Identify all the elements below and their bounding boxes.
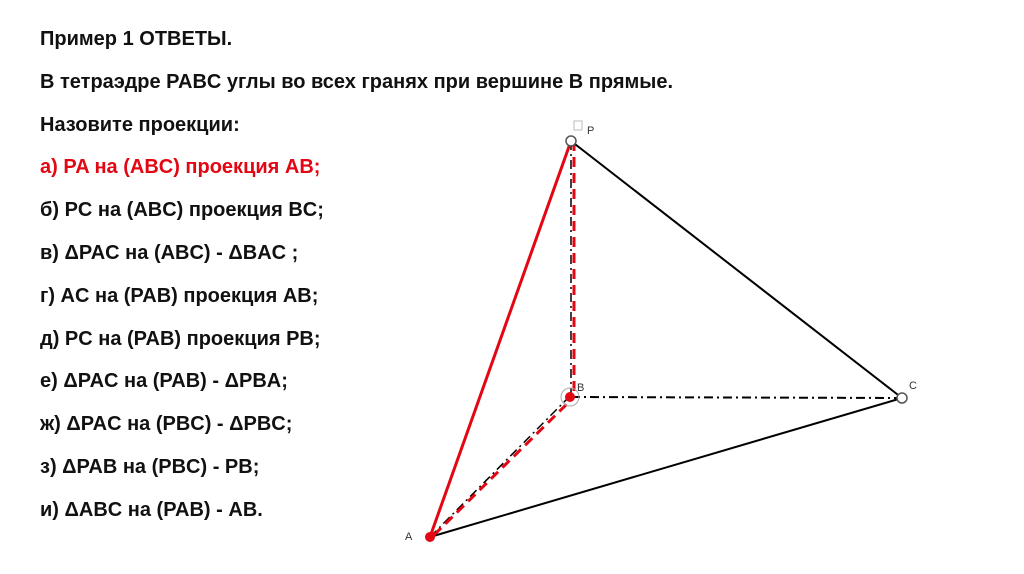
- answer-i: и) ΔABC на (PAB) - AB.: [40, 498, 263, 521]
- vertex-P-marker: [566, 136, 576, 146]
- cursor-icon: [574, 121, 582, 130]
- task-prompt: Назовите проекции:: [40, 113, 240, 136]
- vertex-A-marker: [425, 532, 435, 542]
- edge-PC: [571, 141, 902, 398]
- slide-title: Пример 1 ОТВЕТЫ.: [40, 28, 233, 50]
- answer-z: з) ΔPAB на (PBC) - PB;: [40, 455, 260, 478]
- vertex-B-label: B: [577, 382, 585, 394]
- answer-e: е) ΔPAC на (PAB) - ΔPBA;: [40, 370, 288, 393]
- vertex-C-marker: [897, 393, 907, 403]
- problem-statement: В тетраэдре PABC углы во всех гранях при вершине В прямые.: [40, 70, 674, 93]
- vertex-C-label: C: [909, 380, 917, 392]
- answer-a: а) PA на (ABC) проекция AB;: [40, 156, 321, 179]
- vertex-A-label: A: [405, 531, 413, 543]
- answer-zh: ж) ΔPAC на (PBC) - ΔPBC;: [40, 413, 293, 436]
- edge-AC: [430, 398, 902, 537]
- vertex-B-marker: [565, 392, 575, 402]
- answer-d: д) PC на (PAB) проекция PB;: [40, 327, 321, 350]
- answer-b: б) PC на (ABC) проекция BC;: [40, 199, 324, 222]
- edge-PA-highlight: [430, 141, 571, 537]
- answer-v: в) ΔPAC на (ABC) - ΔBAC ;: [40, 241, 299, 264]
- edge-BC-hidden: [571, 397, 902, 398]
- vertex-P-label: P: [587, 125, 595, 137]
- answer-g: г) AC на (PAB) проекция AB;: [40, 284, 319, 307]
